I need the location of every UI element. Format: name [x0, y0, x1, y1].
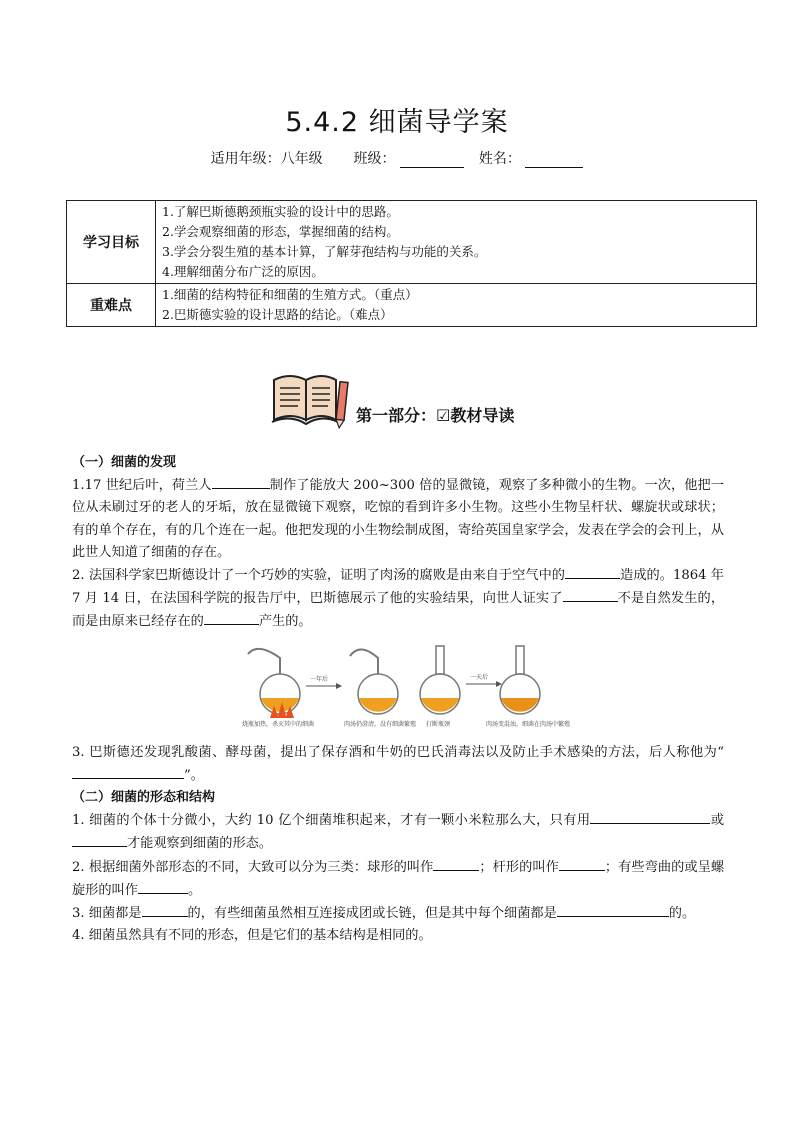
- paragraph-2: [72, 564, 724, 634]
- blank-leeuwenhoek[interactable]: [212, 474, 270, 489]
- objectives-table: [66, 200, 757, 327]
- grade-value: 八年级: [280, 151, 323, 167]
- question-3: [72, 902, 724, 925]
- class-label: 班级：: [353, 151, 396, 167]
- header-info: [0, 148, 794, 168]
- p1-text-a: 1.17 世纪后叶，荷兰人: [72, 478, 212, 494]
- objective-item: 3.学会分裂生殖的基本计算，了解芽孢结构与功能的关系。: [162, 244, 487, 259]
- paragraph-1: [72, 474, 724, 564]
- objective-item: 1.了解巴斯德鹅颈瓶实验的设计中的思路。: [162, 204, 399, 219]
- p1-text-b: 制作了能放大 200~300 倍的显微镜，观察了多种微小的生物。一次，他把一位从未刷过牙的老人的牙垢，放在显微镜下观察，吃惊的看到许多小生物。这些小生物呈杆状、螺旋状或球状；有的单个存在，有的几个连在一起。他把发现的小生物绘制成图，寄给英国皇家学会，发表在学会的会刊上，从此世人知道了细菌的存在。: [72, 478, 724, 560]
- blank-title[interactable]: [72, 764, 184, 779]
- caption-3: 打断瓶颈: [426, 720, 451, 728]
- blank-spirillum[interactable]: [138, 879, 188, 894]
- flask-broken: [420, 646, 460, 714]
- q3-text-a: 3. 细菌都是: [72, 906, 142, 922]
- book-pencil-icon: [270, 368, 350, 430]
- q2-text-c: ；有些弯曲的或呈螺旋形的叫作: [72, 859, 725, 898]
- question-4: 4. 细菌虽然具有不同的形态，但是它们的基本结构是相同的。: [72, 928, 432, 944]
- caption-2: 肉汤仍澄清，没有细菌繁殖: [344, 720, 417, 728]
- section-title: 第一部分：☑教材导读: [356, 406, 515, 425]
- blank-bacteria-1[interactable]: [563, 587, 618, 602]
- swan-neck-flask-figure: [240, 640, 580, 736]
- blank-microscope-1[interactable]: [590, 809, 710, 824]
- objectives-cell: [156, 201, 757, 284]
- p3-text-a: 3. 巴斯德还发现乳酸菌、酵母菌，提出了保存酒和牛奶的巴氏消毒法以及防止手术感染的方法，后人称他为“: [72, 744, 724, 760]
- flask-clear: [350, 649, 398, 714]
- part1-heading: （一）细菌的发现: [72, 455, 177, 470]
- reading-content: [72, 452, 724, 947]
- blank-unicellular-2[interactable]: [557, 902, 669, 917]
- blank-bacillus[interactable]: [559, 856, 605, 871]
- key-points-row: [67, 284, 757, 327]
- paragraph-3: [72, 742, 724, 787]
- objective-item: 2.学会观察细菌的形态，掌握细菌的结构。: [162, 224, 399, 239]
- p3-text-b: ”。: [184, 767, 204, 783]
- name-blank[interactable]: [525, 153, 583, 168]
- arrow2-label: 一天后: [470, 673, 489, 681]
- blank-coccus[interactable]: [433, 856, 479, 871]
- q2-text-a: 2. 根据细菌外部形态的不同，大致可以分为三类：球形的叫作: [72, 859, 434, 875]
- name-label: 姓名：: [478, 151, 521, 167]
- q2-text-d: 。: [187, 882, 202, 898]
- blank-unicellular-1[interactable]: [142, 902, 188, 917]
- q1-text-a: 1. 细菌的个体十分微小，大约 10 亿个细菌堆积起来，才有一颗小米粒那么大，只有用: [72, 813, 591, 829]
- question-2: [72, 856, 724, 902]
- p2-text-c: 不是自然发生的，而是由原来已经存在的: [72, 591, 725, 630]
- p2-text-d: 产生的。: [258, 614, 312, 630]
- p2-text-b: 造成的。1864 年 7 月 14 日，在法国科学院的报告厅中，巴斯德展示了他的实验结果，向世人证实了: [72, 568, 724, 607]
- caption-1: 烧瓶加热，杀灭其中的细菌: [242, 720, 315, 728]
- section-header: [270, 368, 570, 430]
- page-title: 5.4.2 细菌导学案: [285, 107, 509, 138]
- flask-heating: [248, 648, 300, 717]
- q3-text-c: 的。: [668, 906, 696, 922]
- caption-4: 肉汤变混浊，细菌在肉汤中繁殖: [486, 720, 571, 728]
- part2-heading: （二）细菌的形态和结构: [72, 790, 216, 806]
- blank-microscope-2[interactable]: [72, 832, 127, 847]
- blank-bacteria-2[interactable]: [204, 610, 259, 625]
- class-blank[interactable]: [400, 153, 464, 168]
- grade-label: 适用年级：: [210, 151, 281, 167]
- key-points-heading: 重难点: [67, 284, 156, 327]
- objectives-row: [67, 201, 757, 284]
- key-points-cell: [156, 284, 757, 327]
- objective-item: 4.理解细菌分布广泛的原因。: [162, 264, 324, 279]
- flask-cloudy: [500, 646, 540, 714]
- q3-text-b: 的，有些细菌虽然相互连接成团或长链，但是其中每个细菌都是: [187, 906, 557, 922]
- p2-text-a: 2. 法国科学家巴斯德设计了一个巧妙的实验，证明了肉汤的腐败是由来自于空气中的: [72, 568, 566, 584]
- question-1: [72, 809, 724, 855]
- q1-text-c: 才能观察到细菌的形态。: [127, 836, 273, 852]
- key-point-item: 1.细菌的结构特征和细菌的生殖方式。（重点）: [162, 287, 418, 302]
- key-point-item: 2.巴斯德实验的设计思路的结论。（难点）: [162, 307, 393, 322]
- q2-text-b: ；杆形的叫作: [479, 859, 559, 875]
- q1-text-b: 或: [710, 813, 725, 829]
- arrow1-label: 一年后: [310, 675, 329, 683]
- objectives-heading: 学习目标: [67, 201, 156, 284]
- blank-microbes[interactable]: [565, 564, 620, 579]
